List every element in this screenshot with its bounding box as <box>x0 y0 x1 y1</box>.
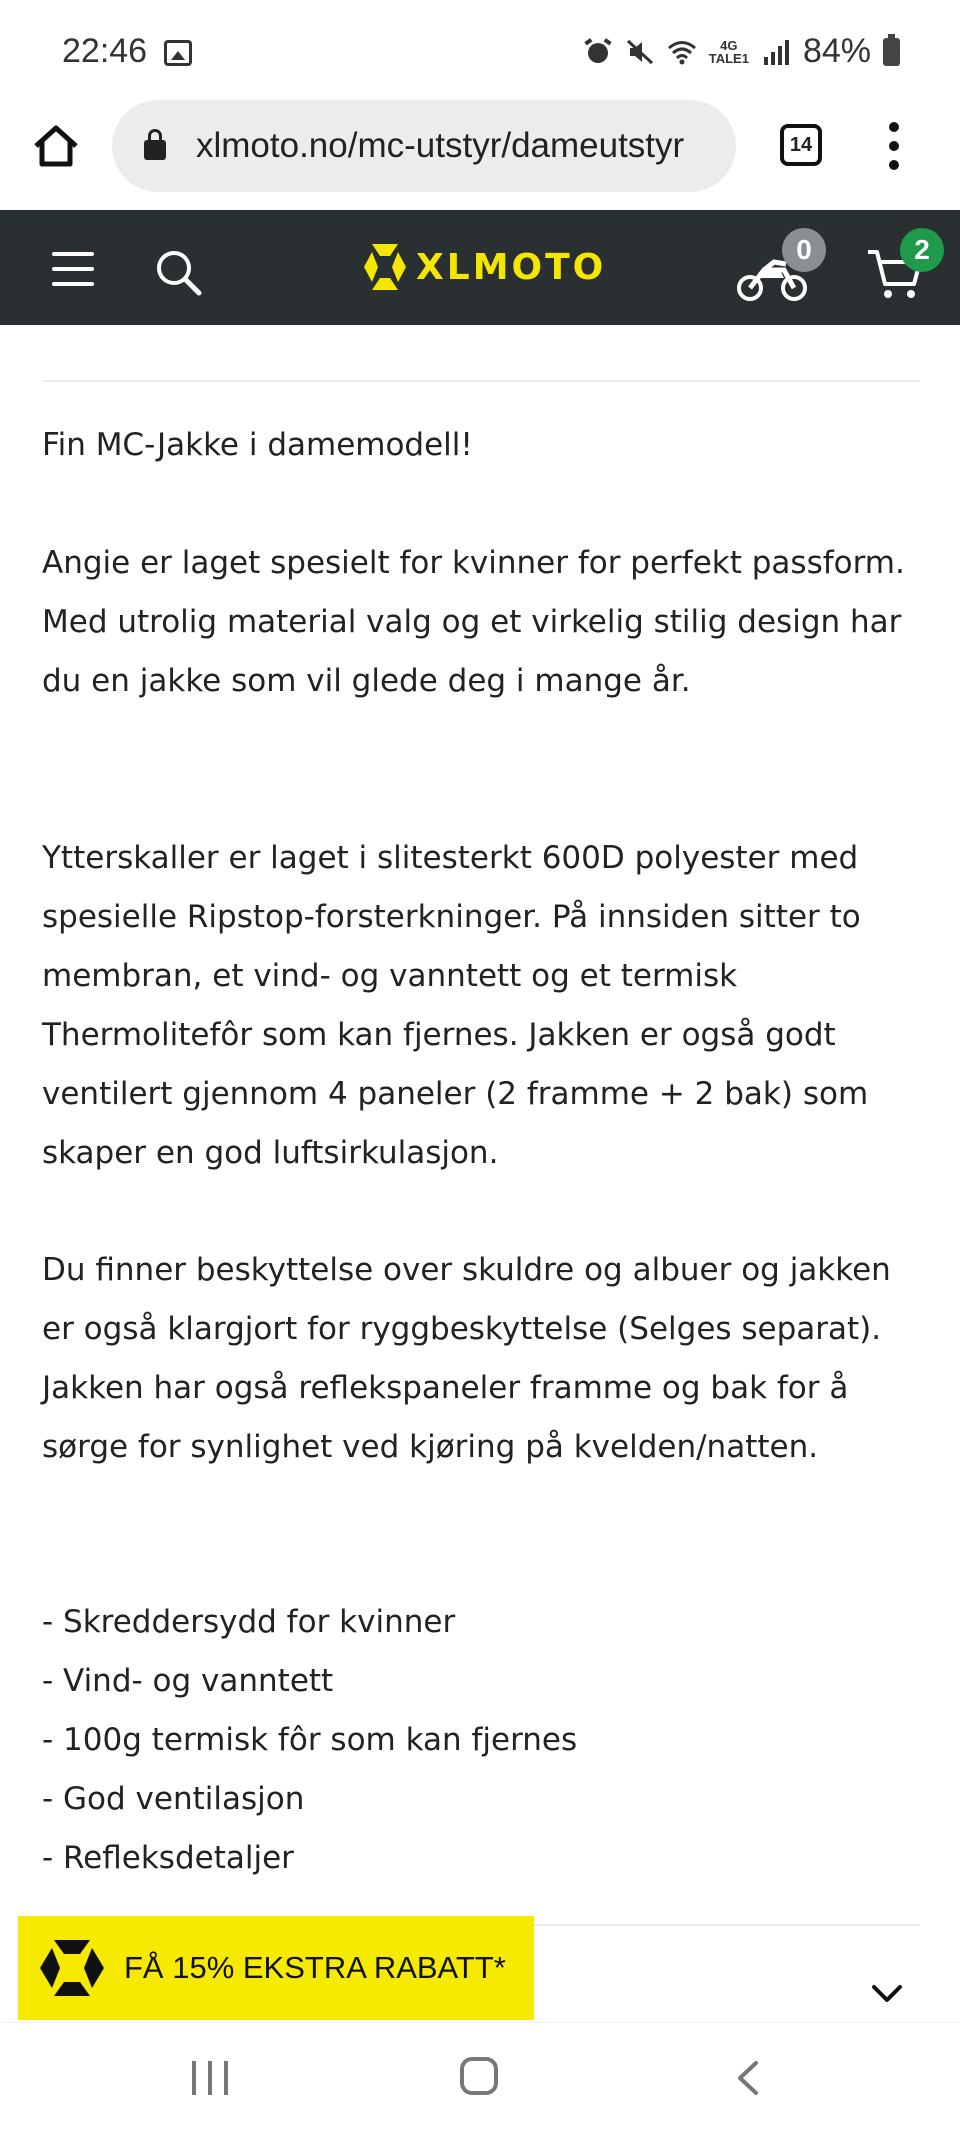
network-type <box>709 39 749 65</box>
promo-discount-button[interactable] <box>18 1916 534 2020</box>
status-time: 22:46 <box>62 32 148 70</box>
lock-icon <box>144 140 166 160</box>
tab-switcher-button[interactable]: 14 <box>780 124 822 166</box>
signal-icon <box>761 37 791 67</box>
site-header <box>0 210 960 325</box>
description-paragraph: Fin MC-Jakke i damemodell! <box>42 427 473 463</box>
list-item: - Vind- og vanntett <box>42 1663 334 1699</box>
url-text: xlmoto.no/mc-utstyr/dameutstyr <box>196 126 685 165</box>
xlmoto-logo[interactable] <box>362 240 606 294</box>
back-icon[interactable] <box>732 2059 764 2097</box>
description-paragraph: Ytterskaller er laget i slitesterkt 600D polyester med spesielle Ripstop-forsterkninger. På innsiden sitter to membran, et vind- og vanntett og et termisk Thermolitefôr som kan fjernes. Jakken er også godt ventilert gjennom 4 paneler (2 framme + 2 bak) som skaper en god luftsirkulasjon. <box>42 840 869 1171</box>
search-icon[interactable] <box>152 246 204 298</box>
divider <box>42 380 920 382</box>
hamburger-menu-icon[interactable] <box>52 252 94 286</box>
list-item: - 100g termisk fôr som kan fjernes <box>42 1722 578 1758</box>
list-item: - Refleksdetaljer <box>42 1840 294 1876</box>
more-options-icon[interactable] <box>886 122 902 170</box>
nav-home-icon[interactable] <box>460 2057 498 2095</box>
feature-list <box>42 1593 922 1888</box>
address-bar[interactable] <box>112 100 736 192</box>
list-item: - Skreddersydd for kvinner <box>42 1604 456 1640</box>
mute-icon <box>625 37 655 67</box>
xlmoto-logo-mark-icon <box>362 240 408 294</box>
network-gen: 4G <box>720 37 738 53</box>
chevron-down-icon[interactable] <box>870 1976 904 2010</box>
description-paragraph: Angie er laget spesielt for kvinner for perfekt passform. Med utrolig material valg og et virkelig stilig design har du en jakke som vil glede deg i mange år. <box>42 545 905 699</box>
logo-text: XLMOTO <box>416 246 607 288</box>
battery-percent: 84% <box>802 32 871 70</box>
garage-count-badge: 0 <box>782 228 826 272</box>
promo-label: FÅ 15% EKSTRA RABATT* <box>124 1950 506 1985</box>
wifi-icon <box>667 37 697 67</box>
home-icon[interactable] <box>30 120 82 172</box>
status-icons <box>583 32 900 71</box>
browser-toolbar <box>0 100 960 210</box>
system-nav-bar <box>0 2022 960 2133</box>
recent-apps-icon[interactable] <box>192 2061 228 2095</box>
description-paragraph: Du finner beskyttelse over skuldre og albuer og jakken er også klargjort for ryggbeskyttelse (Selges separat). Jakken har også reflekspaneler framme og bak for å sørge for synlighet ved kjøring på kvelden/natten. <box>42 1252 891 1465</box>
list-item: - God ventilasjon <box>42 1781 305 1817</box>
network-carrier: TALE1 <box>708 50 749 66</box>
xlmoto-promo-logo-icon <box>36 1936 108 2000</box>
cart-count-badge: 2 <box>900 228 944 272</box>
gallery-notification-icon <box>164 40 192 66</box>
alarm-icon <box>583 37 613 67</box>
battery-icon <box>883 38 900 66</box>
status-bar <box>0 0 960 100</box>
